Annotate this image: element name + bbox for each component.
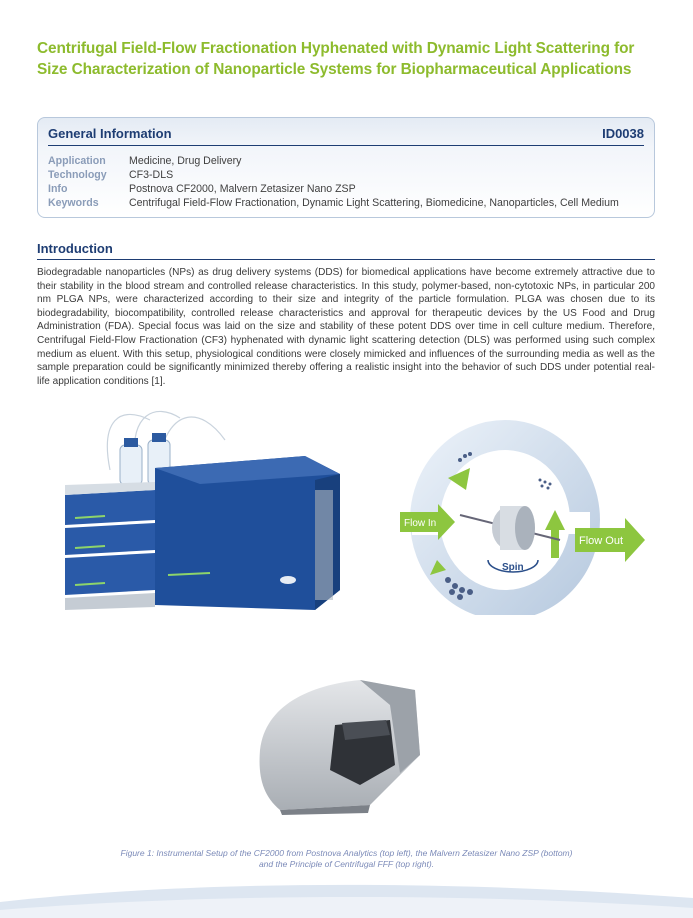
general-information-box xyxy=(37,117,655,218)
info-label: Keywords xyxy=(48,197,99,209)
centrifugal-fff-principle-diagram xyxy=(400,420,655,615)
introduction-heading: Introduction xyxy=(37,241,655,260)
flow-in-label: Flow In xyxy=(404,518,437,529)
spin-label: Spin xyxy=(502,562,524,573)
info-value: Postnova CF2000, Malvern Zetasizer Nano ZSP xyxy=(129,183,356,195)
footer-wave-decoration xyxy=(0,880,693,918)
title-line-1: Centrifugal Field-Flow Fractionation Hyphenated with Dynamic Light Scattering for xyxy=(37,40,635,57)
cf2000-instrument-image xyxy=(60,400,355,615)
title-line-2: Size Characterization of Nanoparticle Systems for Biopharmaceutical Applications xyxy=(37,61,632,78)
caption-line-1: Figure 1: Instrumental Setup of the CF2000 from Postnova Analytics (top left), the Malvern Zetasizer Nano ZSP (bottom) xyxy=(120,848,573,858)
document-title xyxy=(37,38,667,80)
general-information-header xyxy=(48,125,644,146)
info-value: Centrifugal Field-Flow Fractionation, Dynamic Light Scattering, Biomedicine, Nanoparticles, Cell Medium xyxy=(129,197,619,209)
info-label: Info xyxy=(48,183,68,195)
figure-caption xyxy=(60,848,633,870)
info-label: Application xyxy=(48,155,106,167)
introduction-body: Biodegradable nanoparticles (NPs) as drug delivery systems (DDS) for biomedical applications have become extremely attractive due to their stability in the blood stream and controlled release characteristics. In this study, polymer-based, non-cytotoxic NPs, in particular 200 nm PLGA NPs, were characterized according to their size and integrity of the particle formulation. PLGA was chosen due to its biodegradability, biocompatibility, controlled release characteristics and approval for therapeutic devices by the US Food and Drug Administration (FDA). Special focus was laid on the size and stability of these potent DDS over time in cell culture medium. Therefore, Centrifugal Field-Flow Fractionation (CF3) hyphenated with dynamic light scattering detection (DLS) was performed using such complex medium as eluent. With this setup, physiological conditions were closely mimicked and influences of the surrounding media as well as the sample preparation could be significantly minimized thereby offering a realistic insight into the behavior of such DDS under potential real-life application conditions [1]. xyxy=(37,267,655,387)
zetasizer-instrument-image xyxy=(250,665,430,815)
info-label: Technology xyxy=(48,169,107,181)
info-value: Medicine, Drug Delivery xyxy=(129,155,242,167)
flow-out-label: Flow Out xyxy=(579,535,624,547)
document-id: ID0038 xyxy=(602,126,644,141)
info-value: CF3-DLS xyxy=(129,169,174,181)
caption-line-2: and the Principle of Centrifugal FFF (top right). xyxy=(258,859,435,869)
general-information-heading: General Information xyxy=(48,126,172,141)
